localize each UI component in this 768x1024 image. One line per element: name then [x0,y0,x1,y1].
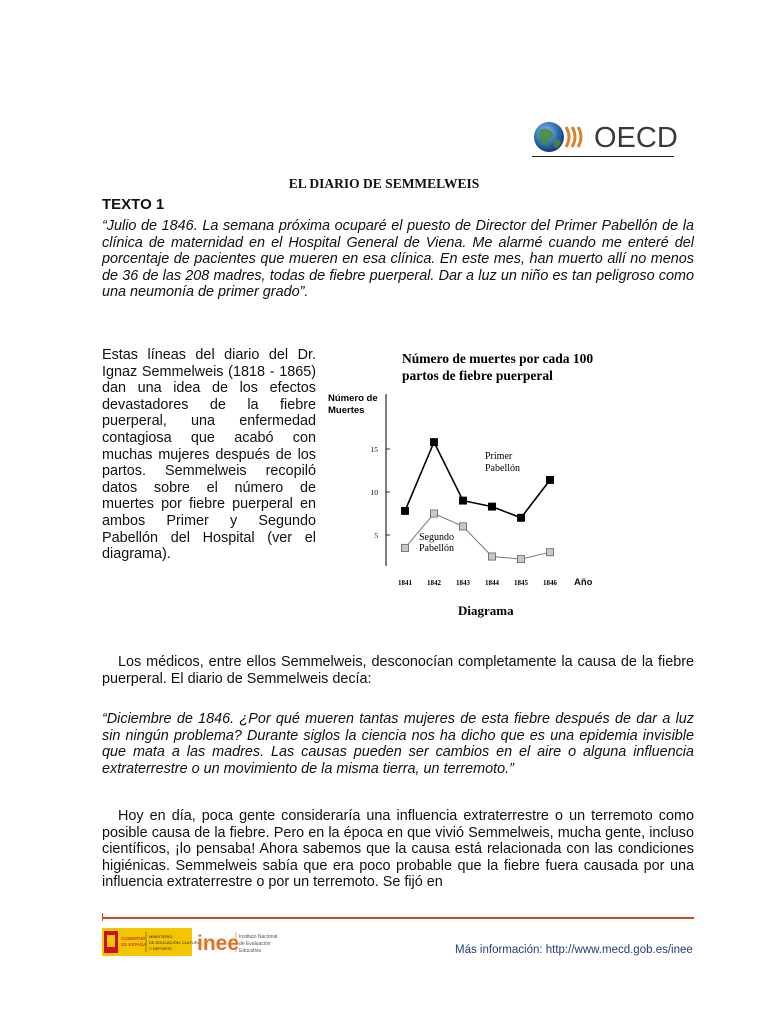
diary-quote-1: “Julio de 1846. La semana próxima ocuparé el puesto de Director del Primer Pabellón de la clínica de maternidad en el Hospital General de Viena. Me alarmé cuando me enteré del porcentaje de pacientes que mueren en esa clínica. En este mes, han muerto allí no menos de 36 de las 208 madres, todas de fiebre puerperal. Dar a luz un niño es tan peligroso como una neumonía de primer grado”. [102,218,694,301]
ministry-logo [102,928,201,956]
y-tick-label: 15 [370,445,378,454]
svg-text:DE EDUCACIÓN, CULTURA: DE EDUCACIÓN, CULTURA [149,940,201,945]
paragraph-3: Hoy en día, poca gente consideraría una influencia extraterrestre o un terremoto como posible causa de la fiebre. Pero en la época en que vivió Semmelweis, mucha gente, incluso científicos, ¡lo pensaba! Ahora sabemos que la causa está relacionada con las condiciones higiénicas. Semmelweis sabía que era poco probable que la fiebre fuera causada por una influencia extraterrestre o por un terremoto. Se fijó en [102,808,694,891]
svg-text:Instituto Nacional: Instituto Nacional [239,934,278,940]
document-title: EL DIARIO DE SEMMELWEIS [288,176,480,191]
chart-ylabel-line2: Muertes [328,405,365,416]
x-tick-label: 1843 [456,579,470,587]
svg-text:inee: inee [197,932,240,955]
x-tick-label: 1842 [427,579,441,587]
oecd-logo-text: OECD [594,122,678,154]
series-label-segundo-line1: Segundo [419,532,454,543]
chart-ylabel-line1: Número de [328,393,378,404]
intro-paragraph: Estas líneas del diario del Dr. Ignaz Semmelweis (1818 - 1865) dan una idea de los efectos devastadores de la fiebre puerperal, una enfermedad contagiosa que acabó con muchas mujeres después de los partos. Semmelweis recopiló datos sobre el número de muertes por fiebre puerperal en ambos Primer y Segundo Pabellón del Hospital (ver el diagrama). [102,347,316,563]
series-0-point [401,507,408,514]
svg-text:de Evaluación: de Evaluación [239,941,271,947]
series-1-point [459,523,466,530]
svg-text:MINISTERIO: MINISTERIO [149,934,173,939]
x-tick-label: 1841 [398,579,412,587]
chart-caption: Diagrama [458,603,514,618]
more-info-link[interactable]: Más información: http://www.mecd.gob.es/inee [455,944,693,956]
logo-underline [532,156,674,157]
series-0-point [546,476,553,483]
svg-text:Y DEPORTE: Y DEPORTE [149,946,172,951]
svg-text:Educativa: Educativa [239,948,261,954]
paragraph-2: Los médicos, entre ellos Semmelweis, desconocían completamente la causa de la fiebre puerperal. El diario de Semmelweis decía: [102,654,694,687]
series-0-point [459,497,466,504]
series-1-point [546,549,553,556]
x-tick-label: 1845 [514,579,528,587]
svg-text:DE ESPAÑA: DE ESPAÑA [121,942,147,947]
series-label-segundo-line2: Pabellón [419,543,454,554]
chart-xlabel: Año [574,577,593,588]
series-0-point [430,439,437,446]
series-label-primer-line2: Pabellón [485,463,520,474]
y-tick-label: 5 [374,531,378,540]
chart-title-line2: partos de fiebre puerperal [402,368,553,383]
svg-text:GOBIERNO: GOBIERNO [121,936,146,941]
diary-quote-2: “Diciembre de 1846. ¿Por qué mueren tantas mujeres de esta fiebre después de dar a luz sin ningún problema? Durante siglos la ciencia nos ha dicho que es una epidemia invisible que mata a las madres. Las causas pueden ser cambios en el aire o alguna influencia extraterrestre o un movimiento de la misma tierra, un terremoto.” [102,711,694,777]
series-1-point [401,544,408,551]
series-1-point [430,510,437,517]
series-0-point [517,514,524,521]
footer-divider [102,917,694,919]
series-1-point [517,555,524,562]
series-0-point [488,503,495,510]
inee-logo [196,928,280,956]
y-tick-label: 10 [370,488,378,497]
series-label-primer-line1: Primer [485,451,513,462]
series-line-0 [405,442,550,518]
x-tick-label: 1844 [485,579,499,587]
series-1-point [488,553,495,560]
chart-title-line1: Número de muertes por cada 100 [402,351,594,366]
x-tick-label: 1846 [543,579,557,587]
section-heading: TEXTO 1 [102,196,165,213]
